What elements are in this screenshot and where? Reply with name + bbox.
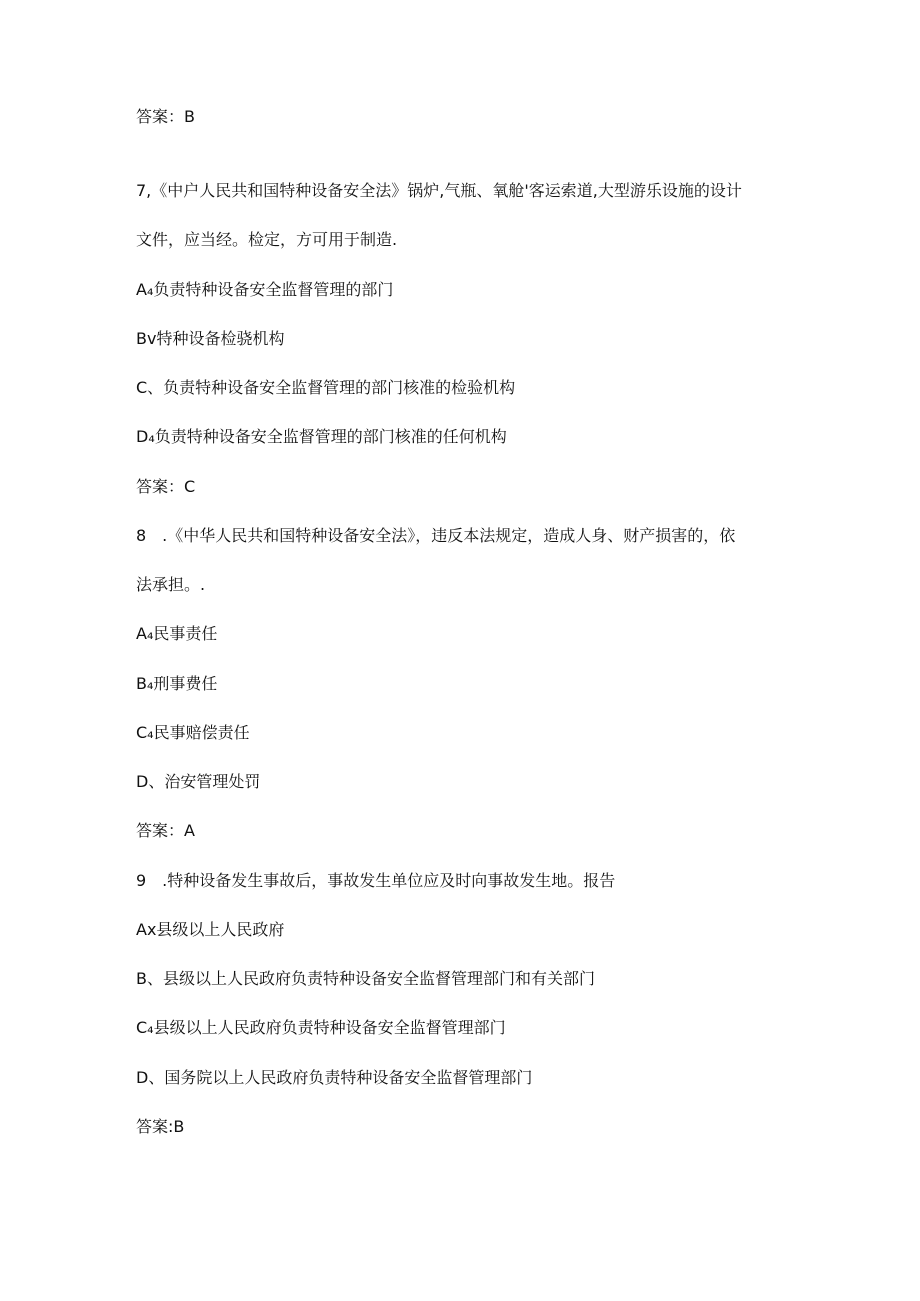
question-9-option-c: C₄县级以上人民政府负责特种设备安全监督管理部门 xyxy=(136,1018,506,1037)
question-7-text-line2: 文件，应当经。检定，方可用于制造. xyxy=(136,230,398,249)
answer-previous: 答案：B xyxy=(136,107,195,126)
question-7-option-d: D₄负责特种设备安全监督管理的部门核准的任何机构 xyxy=(136,427,507,446)
question-7-option-c: C、负责特种设备安全监督管理的部门核准的检验机构 xyxy=(136,378,516,397)
question-8-text-line1: 8 .《中华人民共和国特种设备安全法》，违反本法规定，造成人身、财产损害的，依 xyxy=(136,526,736,545)
question-9-text-line1: 9 .特种设备发生事故后，事故发生单位应及时向事故发生地。报告 xyxy=(136,871,616,890)
question-8-option-d: D、治安管理处罚 xyxy=(136,772,261,791)
question-9-answer: 答案:B xyxy=(136,1117,185,1136)
question-8-text-line2: 法承担。. xyxy=(136,575,206,594)
question-7-text-line1: 7,《中户人民共和国特种设备安全法》锅炉,气瓶、氧舱'客运索道,大型游乐设施的设计 xyxy=(136,181,742,200)
question-7-option-b: Bv特种设备检骁机构 xyxy=(136,329,285,348)
question-9-option-a: Ax县级以上人民政府 xyxy=(136,920,285,939)
question-8-option-b: B₄刑事费任 xyxy=(136,674,218,693)
question-8-option-c: C₄民事赔偿责任 xyxy=(136,723,250,742)
question-9-option-d: D、国务院以上人民政府负责特种设备安全监督管理部门 xyxy=(136,1068,533,1087)
question-7-option-a: A₄负责特种设备安全监督管理的部门 xyxy=(136,280,394,299)
question-8-option-a: A₄民事责任 xyxy=(136,624,218,643)
question-8-answer: 答案：A xyxy=(136,821,195,840)
question-9-option-b: B、县级以上人民政府负责特种设备安全监督管理部门和有关部门 xyxy=(136,969,595,988)
question-7-answer: 答案：C xyxy=(136,477,196,496)
